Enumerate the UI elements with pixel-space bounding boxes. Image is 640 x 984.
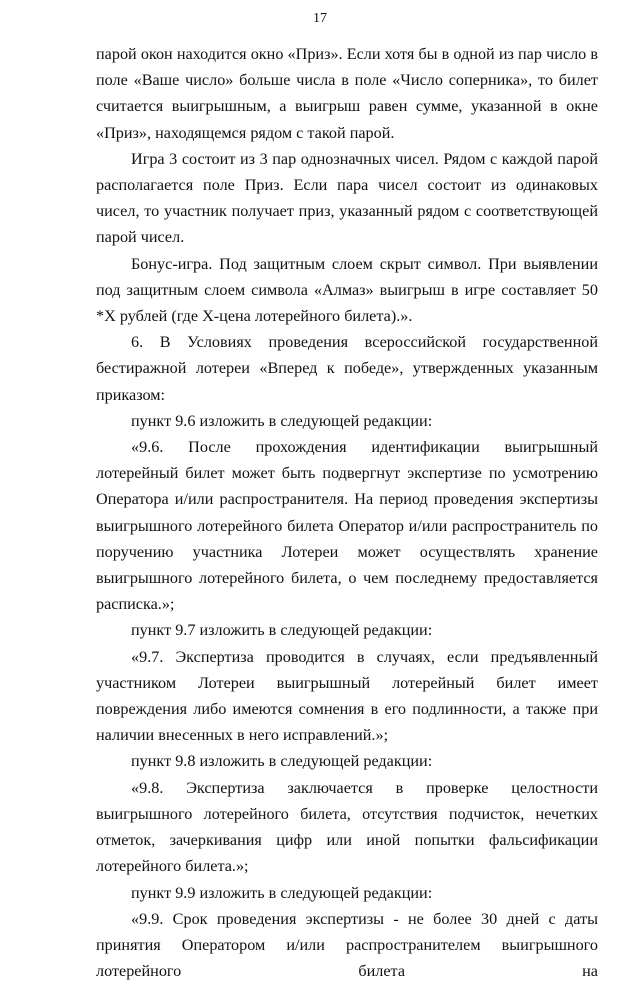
paragraph: «9.6. После прохождения идентификации выигрышный лотерейный билет может быть подвергнут экспертизе по усмотрению Оператора и/или распространителя. На период проведения экспертизы выигрышного лотерейного билета Оператор и/или распространитель по поручению участника Лотереи может осуществлять хранение выигрышного лотерейного билета, о чем последнему предоставляется расписка.»; [96,438,598,614]
paragraph: «9.7. Экспертиза проводится в случаях, если предъявленный участником Лотереи выигрышный лотерейный билет имеет повреждения либо имеются сомнения в его подлинности, а также при наличии внесенных в него исправлений.»; [96,647,598,745]
paragraph: «9.8. Экспертиза заключается в проверке целостности выигрышного лотерейного билета, отсутствия подчисток, нечетких отметок, зачеркивания цифр или иной попытки фальсификации лотерейного билета.»; [96,778,598,876]
paragraph: «9.9. Срок проведения экспертизы - не более 30 дней с даты принятия Оператором и/или распространителем выигрышного лотерейного билета на [96,909,598,981]
paragraph: Игра 3 состоит из 3 пар однозначных чисел. Рядом с каждой парой располагается поле Приз. Если пара чисел состоит из одинаковых чисел, то участник получает приз, указанный рядом с соответствующей парой чисел. [96,149,598,247]
paragraph: парой окон находится окно «Приз». Если хотя бы в одной из пар число в поле «Ваше число» больше числа в поле «Число соперника», то билет считается выигрышным, а выигрыш равен сумме, указанной в окне «Приз», находящемся рядом с такой парой. [96,45,598,142]
paragraph: Бонус-игра. Под защитным слоем скрыт символ. При выявлении под защитным слоем символа «Алмаз» выигрыш в игре составляет 50 *Х рублей (где Х-цена лотерейного билета).». [96,254,598,326]
paragraph: 6. В Условиях проведения всероссийской государственной бестиражной лотереи «Вперед к победе», утвержденных указанным приказом: [96,333,598,404]
page-number: 17 [313,11,327,26]
paragraph: пункт 9.9 изложить в следующей редакции: [131,883,433,902]
paragraph: пункт 9.8 изложить в следующей редакции: [131,752,433,771]
paragraph: пункт 9.6 изложить в следующей редакции: [131,411,433,430]
paragraph: пункт 9.7 изложить в следующей редакции: [131,621,433,640]
document-body [96,41,598,984]
